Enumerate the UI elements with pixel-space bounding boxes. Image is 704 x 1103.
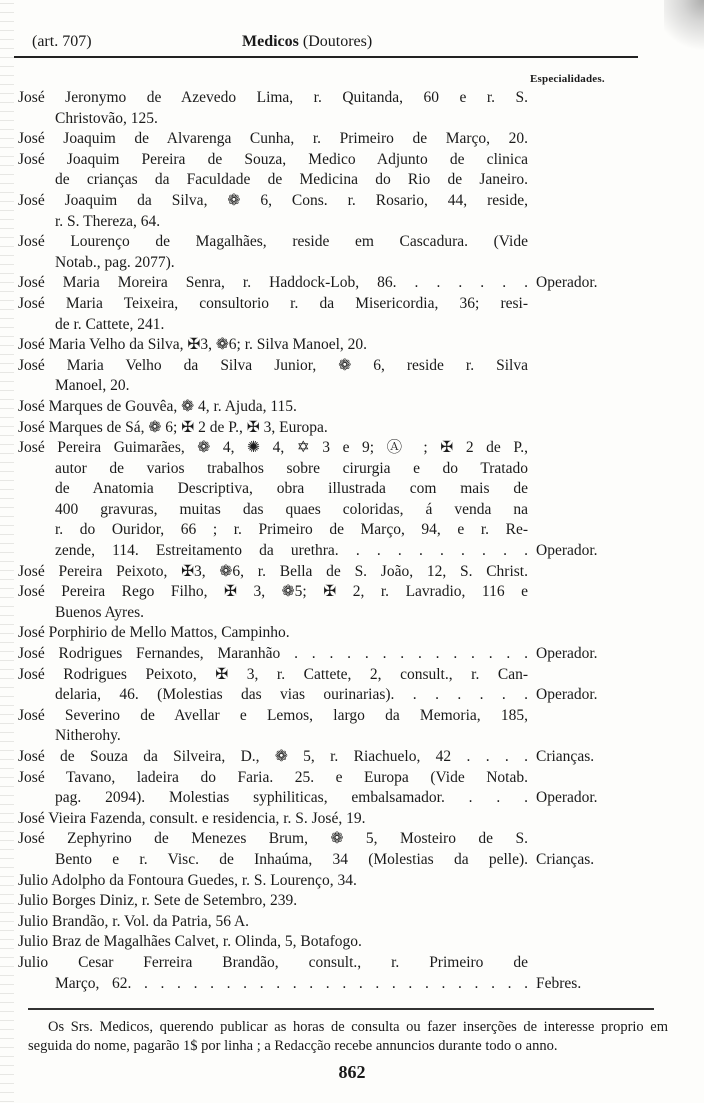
entry-text: José Maria Moreira Senra, r. Haddock-Lob, 86. . . . . . . <box>18 274 528 292</box>
entry-text: José Rodrigues Peixoto, ✠ 3, r. Cattete, 2, consult., r. Can- <box>18 665 528 683</box>
entry-text: Julio Borges Diniz, r. Sete de Setembro, 239. <box>18 892 298 910</box>
entry-text: r. do Ouridor, 66 ; r. Primeiro de Março, 94, e r. Re- <box>55 521 528 539</box>
list-entry-line <box>0 768 704 789</box>
entry-text: de r. Cattete, 241. <box>55 315 165 333</box>
list-entry-continuation <box>0 459 704 480</box>
list-entry-continuation <box>0 109 704 130</box>
entry-text: José Zephyrino de Menezes Brum, ❁ 5, Mosteiro de S. <box>18 830 528 848</box>
entry-text: José Tavano, ladeira do Faria. 25. e Europa (Vide Notab. <box>18 768 528 786</box>
list-entry-line <box>0 953 704 974</box>
specialty-label: Operador. <box>536 542 598 560</box>
entry-text: José Maria Velho da Silva, ✠3, ❁6; r. Silva Manoel, 20. <box>18 336 367 354</box>
footer-rule <box>28 1008 654 1010</box>
entry-text: José Pereira Rego Filho, ✠ 3, ❁5; ✠ 2, r. Lavradio, 116 e <box>18 583 528 601</box>
list-entry-line <box>0 871 704 892</box>
list-entry-line <box>0 273 704 294</box>
list-entry-continuation <box>0 520 704 541</box>
list-entry-continuation <box>0 376 704 397</box>
list-entry-line <box>0 356 704 377</box>
list-entry-line <box>0 418 704 439</box>
entry-text: José Rodrigues Fernandes, Maranhão . . . . . . . . . . . . . . <box>18 645 528 663</box>
list-entry-line <box>0 623 704 644</box>
specialty-label: Operador. <box>536 274 598 292</box>
list-entry-line <box>0 294 704 315</box>
list-entry-line <box>0 562 704 583</box>
entry-text: José Joaquim Pereira de Souza, Medico Adjunto de clinica <box>18 150 528 168</box>
list-entry-continuation <box>0 603 704 624</box>
entry-text: José de Souza da Silveira, D., ❁ 5, r. Riachuelo, 42 . . . . <box>18 748 528 765</box>
entry-text: José Jeronymo de Azevedo Lima, r. Quitanda, 60 e r. S. <box>18 89 528 106</box>
list-entry-continuation <box>0 850 704 871</box>
physician-list <box>0 88 704 994</box>
list-entry-line <box>0 665 704 686</box>
list-entry-line <box>0 809 704 830</box>
list-entry-line <box>0 582 704 603</box>
list-entry-line <box>0 438 704 459</box>
entry-text: José Severino de Avellar e Lemos, largo da Memoria, 185, <box>18 706 528 724</box>
entry-text: 400 gravuras, muitas das quaes coloridas, á venda na <box>55 500 528 518</box>
specialty-label: Operador. <box>536 789 598 807</box>
entry-text: autor de varios trabalhos sobre cirurgia e do Tratado <box>55 459 528 477</box>
entry-text: Julio Brandão, r. Vol. da Patria, 56 A. <box>18 912 250 930</box>
entry-text: José Porphirio de Mello Mattos, Campinho. <box>18 624 290 642</box>
entry-text: Julio Braz de Magalhães Calvet, r. Olinda, 5, Botafogo. <box>18 933 362 951</box>
list-entry-line <box>0 335 704 356</box>
column-heading-specialties: Especialidades. <box>530 73 605 85</box>
list-entry-line <box>0 397 704 418</box>
entry-text: Christovão, 125. <box>55 109 158 127</box>
entry-text: José Marques de Gouvêa, ❁ 4, r. Ajuda, 115. <box>18 397 297 415</box>
page-number: 862 <box>338 1062 366 1083</box>
entry-text: r. S. Thereza, 64. <box>55 212 161 230</box>
title-main: Medicos <box>242 33 299 50</box>
title-sub: (Doutores) <box>302 33 373 50</box>
list-entry-line <box>0 129 704 150</box>
entry-text: delaria, 46. (Molestias das vias ourinarias). . . . . . . <box>55 686 528 704</box>
list-entry-continuation <box>0 212 704 233</box>
entry-text: Julio Cesar Ferreira Brandão, consult., r. Primeiro de <box>18 953 528 971</box>
entry-text: pag. 2094). Molestias syphiliticas, embalsamador. . . . <box>55 789 528 807</box>
list-entry-continuation <box>0 170 704 191</box>
entry-text: José Maria Teixeira, consultorio r. da Misericordia, 36; resi- <box>18 294 528 312</box>
entry-text: José Lourenço de Magalhães, reside em Cascadura. (Vide <box>18 233 528 251</box>
list-entry-line <box>0 88 704 109</box>
entry-text: Bento e r. Visc. de Inhaúma, 34 (Molestias da pelle). <box>55 850 528 868</box>
list-entry-line <box>0 932 704 953</box>
list-entry-line <box>0 912 704 933</box>
footnote: Os Srs. Medicos, querendo publicar as horas de consulta ou fazer inserções de interesse proprio em seguida do nome, pagarão 1$ por linha ; a Redacção recebe annuncios durante todo o anno. <box>28 1019 668 1054</box>
entry-text: Manoel, 20. <box>55 377 130 395</box>
list-entry-continuation <box>0 974 704 995</box>
entry-text: Buenos Ayres. <box>55 603 144 621</box>
entry-text: José Joaquim da Silva, ❁ 6, Cons. r. Rosario, 44, reside, <box>18 191 528 209</box>
entry-text: de crianças da Faculdade de Medicina do Rio de Janeiro. <box>55 171 528 189</box>
entry-text: de Anatomia Descriptiva, obra illustrada com mais de <box>55 480 528 498</box>
list-entry-continuation <box>0 788 704 809</box>
list-entry-line <box>0 829 704 850</box>
list-entry-continuation <box>0 253 704 274</box>
specialty-label: Febres. <box>536 974 582 992</box>
specialty-label: Operador. <box>536 645 598 663</box>
list-entry-line <box>0 191 704 212</box>
entry-text: José Maria Velho da Silva Junior, ❁ 6, reside r. Silva <box>18 356 528 374</box>
specialty-label: Operador. <box>536 686 598 704</box>
list-entry-continuation <box>0 541 704 562</box>
entry-text: Março, 62. . . . . . . . . . . . . . . . . . . . . . . . . <box>55 974 528 992</box>
list-entry-line <box>0 891 704 912</box>
entry-text: José Pereira Guimarães, ❁ 4, ✺ 4, ✡ 3 e 9; Ⓐ ; ✠ 2 de P., <box>18 439 528 457</box>
entry-text: zende, 114. Estreitamento da urethra. . . . . . . . . . <box>55 542 528 560</box>
list-entry-continuation <box>0 479 704 500</box>
entry-text: Notab., pag. 2077). <box>55 253 175 271</box>
list-entry-continuation <box>0 726 704 747</box>
entry-text: José Marques de Sá, ❁ 6; ✠ 2 de P., ✠ 3, Europa. <box>18 418 328 436</box>
list-entry-line <box>0 644 704 665</box>
list-entry-continuation <box>0 500 704 521</box>
list-entry-continuation <box>0 685 704 706</box>
specialty-label: Crianças. <box>536 748 595 765</box>
entry-text: Nitherohy. <box>55 727 121 745</box>
entry-text: Julio Adolpho da Fontoura Guedes, r. S. Lourenço, 34. <box>18 871 357 889</box>
article-number: (art. 707) <box>32 33 92 50</box>
entry-text: José Vieira Fazenda, consult. e residencia, r. S. José, 19. <box>18 809 366 827</box>
entry-text: José Joaquim de Alvarenga Cunha, r. Primeiro de Março, 20. <box>18 130 528 148</box>
entry-text: José Pereira Peixoto, ✠3, ❁6, r. Bella de S. João, 12, S. Christ. <box>18 562 528 580</box>
list-entry-continuation <box>0 315 704 336</box>
specialty-label: Crianças. <box>536 850 595 868</box>
list-entry-line <box>0 747 704 768</box>
list-entry-line <box>0 232 704 253</box>
list-entry-line <box>0 150 704 171</box>
list-entry-line <box>0 706 704 727</box>
